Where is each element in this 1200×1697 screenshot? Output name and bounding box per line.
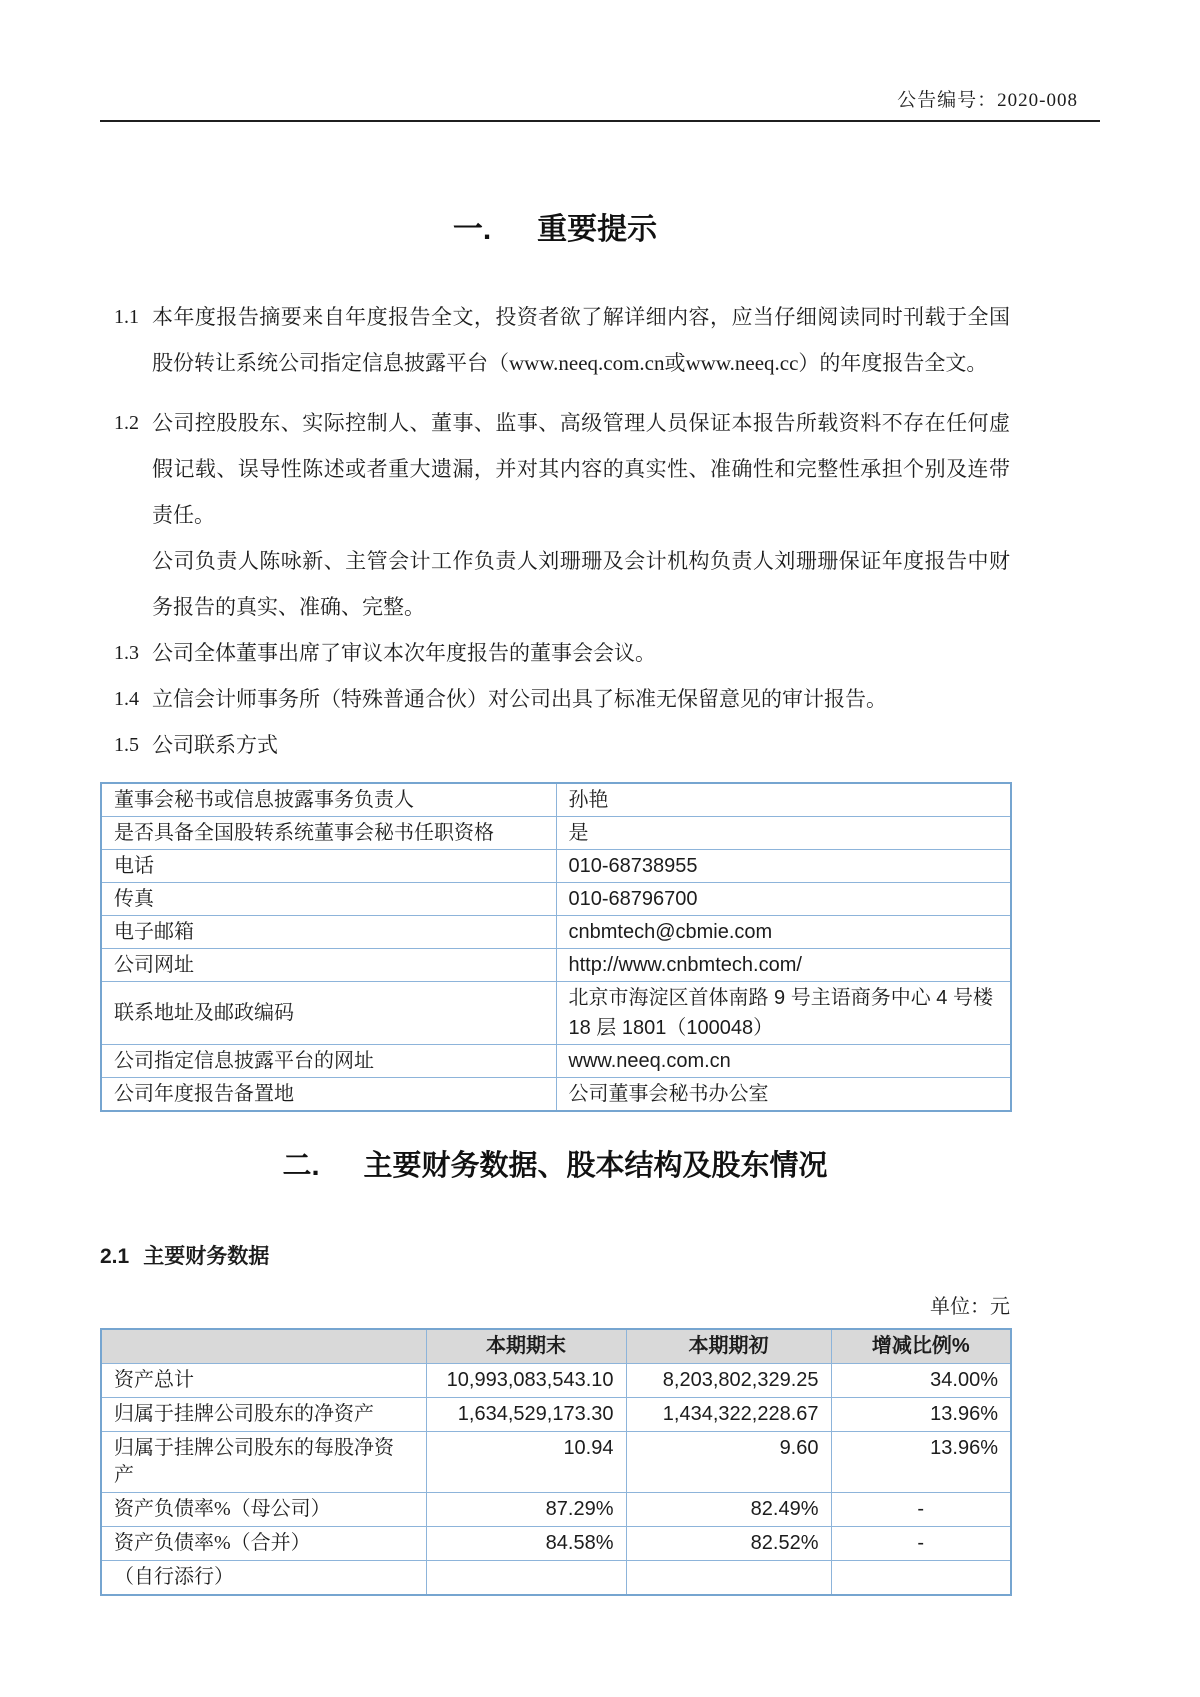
contact-label: 董事会秘书或信息披露事务负责人 [101, 783, 556, 817]
fin-row-label: 归属于挂牌公司股东的净资产 [101, 1398, 426, 1432]
unit-label: 单位：元 [930, 1296, 1010, 1318]
fin-value: 8,203,802,329.25 [626, 1364, 831, 1398]
contact-label: 是否具备全国股转系统董事会秘书任职资格 [101, 817, 556, 850]
fin-row-label: 资产负债率%（合并） [101, 1527, 426, 1561]
fin-row-label: 归属于挂牌公司股东的每股净资产 [101, 1432, 426, 1493]
fin-value: 34.00% [831, 1364, 1011, 1398]
contact-value: 公司董事会秘书办公室 [556, 1078, 1011, 1112]
table-row [101, 949, 1011, 982]
fin-value: 1,434,322,228.67 [626, 1398, 831, 1432]
item-paragraph: 立信会计师事务所（特殊普通合伙）对公司出具了标准无保留意见的审计报告。 [152, 687, 887, 711]
table-row [101, 1493, 1011, 1527]
fin-value: 13.96% [831, 1432, 1011, 1493]
notice-item-1-2 [100, 400, 1010, 630]
contact-value: 是 [556, 817, 1011, 850]
table-row [101, 1398, 1011, 1432]
item-paragraph: 公司全体董事出席了审议本次年度报告的董事会会议。 [152, 641, 656, 665]
fin-header-cell [101, 1329, 426, 1364]
page-header [100, 0, 1100, 122]
table-row [101, 916, 1011, 949]
subsection-title-text: 主要财务数据 [143, 1245, 270, 1268]
fin-value: 10,993,083,543.10 [426, 1364, 626, 1398]
notice-item-1-1 [100, 294, 1010, 386]
item-paragraph: 本年度报告摘要来自年度报告全文，投资者欲了解详细内容，应当仔细阅读同时刊载于全国股份转让系统公司指定信息披露平台（www.neeq.com.cn或www.neeq.cc）的年度报告全文。 [152, 305, 1010, 375]
contact-label: 公司网址 [101, 949, 556, 982]
item-number: 1.4 [114, 688, 139, 710]
contact-value: www.neeq.com.cn [556, 1045, 1011, 1078]
fin-row-label: （自行添行） [101, 1561, 426, 1596]
fin-header-cell: 本期期末 [426, 1329, 626, 1364]
fin-value: 82.52% [626, 1527, 831, 1561]
table-row [101, 1364, 1011, 1398]
section1-title [100, 210, 1010, 250]
table-row [101, 1561, 1011, 1596]
contact-value: http://www.cnbmtech.com/ [556, 949, 1011, 982]
section1-number: 一. [452, 213, 492, 246]
contact-value: 010-68738955 [556, 850, 1011, 883]
fin-value: 82.49% [626, 1493, 831, 1527]
contact-label: 传真 [101, 883, 556, 916]
contact-label: 电话 [101, 850, 556, 883]
fin-value: 87.29% [426, 1493, 626, 1527]
item-paragraph: 公司联系方式 [152, 733, 278, 757]
section2-title [100, 1146, 1010, 1186]
item-number: 1.2 [114, 412, 139, 434]
table-row [101, 1078, 1011, 1112]
fin-header-cell: 增减比例% [831, 1329, 1011, 1364]
table-row [101, 1527, 1011, 1561]
fin-value: 1,634,529,173.30 [426, 1398, 626, 1432]
subsection-number: 2.1 [100, 1245, 130, 1268]
fin-value [426, 1561, 626, 1596]
fin-value: - [831, 1493, 1011, 1527]
contact-label: 公司年度报告备置地 [101, 1078, 556, 1112]
fin-value: 9.60 [626, 1432, 831, 1493]
fin-row-label: 资产负债率%（母公司） [101, 1493, 426, 1527]
fin-value: 84.58% [426, 1527, 626, 1561]
section2-number: 二. [282, 1150, 320, 1182]
item-number: 1.3 [114, 642, 139, 664]
item-number: 1.5 [114, 734, 139, 756]
fin-value: 13.96% [831, 1398, 1011, 1432]
contact-value: 010-68796700 [556, 883, 1011, 916]
table-row [101, 883, 1011, 916]
fin-value: 10.94 [426, 1432, 626, 1493]
table-row [101, 850, 1011, 883]
notice-item-1-3 [100, 630, 1010, 676]
fin-row-label: 资产总计 [101, 1364, 426, 1398]
fin-header-row [101, 1329, 1011, 1364]
announcement-number: 公告编号：2020-008 [897, 90, 1078, 111]
contact-value: cnbmtech@cbmie.com [556, 916, 1011, 949]
document-content [100, 210, 1010, 1596]
notice-item-1-4 [100, 676, 1010, 722]
table-row [101, 817, 1011, 850]
table-row [101, 783, 1011, 817]
item-paragraph: 公司负责人陈咏新、主管会计工作负责人刘珊珊及会计机构负责人刘珊珊保证年度报告中财务报告的真实、准确、完整。 [152, 549, 1010, 619]
contact-label: 电子邮箱 [101, 916, 556, 949]
contact-label: 联系地址及邮政编码 [101, 982, 556, 1045]
contact-value: 北京市海淀区首体南路 9 号主语商务中心 4 号楼 18 层 1801（100048） [556, 982, 1011, 1045]
subsection-2-1-heading [100, 1242, 1010, 1272]
item-paragraph: 公司控股股东、实际控制人、董事、监事、高级管理人员保证本报告所载资料不存在任何虚假记载、误导性陈述或者重大遗漏，并对其内容的真实性、准确性和完整性承担个别及连带责任。 [152, 411, 1010, 527]
section1-title-text: 重要提示 [537, 213, 658, 246]
fin-value: - [831, 1527, 1011, 1561]
fin-value [626, 1561, 831, 1596]
contact-value: 孙艳 [556, 783, 1011, 817]
financial-data-table [100, 1328, 1012, 1596]
fin-header-cell: 本期期初 [626, 1329, 831, 1364]
notice-item-1-5 [100, 722, 1010, 768]
table-row [101, 1045, 1011, 1078]
table-row [101, 982, 1011, 1045]
fin-value [831, 1561, 1011, 1596]
section2-title-text: 主要财务数据、股本结构及股东情况 [363, 1150, 828, 1182]
table-row [101, 1432, 1011, 1493]
contact-table [100, 782, 1012, 1112]
item-number: 1.1 [114, 306, 139, 328]
contact-label: 公司指定信息披露平台的网址 [101, 1045, 556, 1078]
